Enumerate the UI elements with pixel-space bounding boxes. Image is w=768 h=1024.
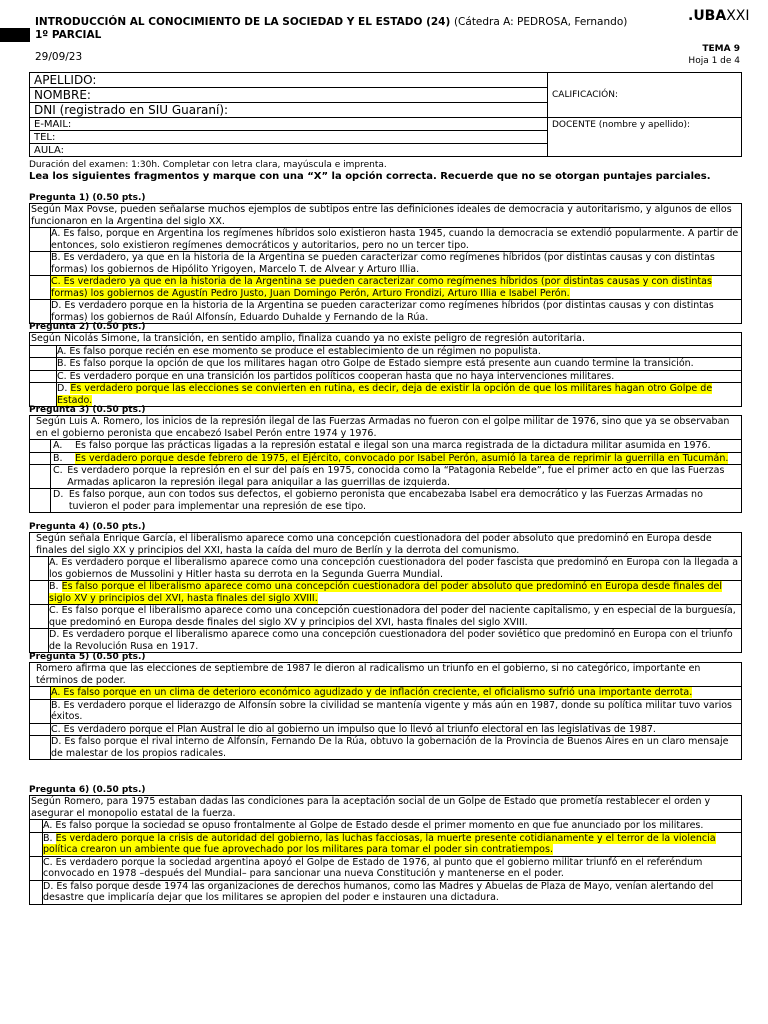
option-letter: B. [53,452,63,464]
question-title: Pregunta 5) (0.50 pts.) [29,652,146,662]
option-c[interactable] [29,724,742,737]
option-letter: C. [53,465,63,476]
option-text: C. Es verdadero porque el Plan Austral le dio al gobierno un impulso que lo llevó al triunfo electoral en las legislativas de 1987. [51,723,656,735]
option-text: B. Es verdadero porque el liderazgo de Alfonsín sobre la civilidad se mantenía vigente y más aún en 1987, donde su política militar tuvo varios éxitos. [51,699,732,722]
option-letter: B. [43,832,53,844]
page-count: Hoja 1 de 4 [688,56,740,66]
logo-main-text: .UBA [688,8,727,24]
option-text-highlighted: Es verdadero porque desde febrero de 1975, el Ejército, convocado por Isabel Perón, asumió la tarea de reprimir la guerrilla en Tucumán. [75,452,729,464]
option-text: Es verdadero porque la represión en el sur del país en 1975, conocida como la “Patagonia Rebelde”, fue el primer acto en que las Fuerzas Armadas aplicaron la represión ilegal para aniquilar a las guerrillas de izquierda. [67,465,725,488]
question-title: Pregunta 2) (0.50 pts.) [29,322,146,332]
question-title: Pregunta 4) (0.50 pts.) [29,522,146,532]
option-d-selected[interactable] [29,383,742,407]
option-c[interactable] [29,857,742,881]
option-text: A. Es falso, porque en Argentina los regímenes híbridos solo existieron hasta 1945, cuando la democracia se extendió popularmente. A partir de entonces, solo existieron regímenes democráticos y autoritarios, pero no un tercer tipo. [51,228,739,251]
black-marker-bar [0,28,30,42]
option-text: D. Es verdadero porque en la historia de la Argentina se pueden caracterizar como regímenes híbridos (por distintas causas y con distintas formas) los gobiernos de Raúl Alfonsín, Eduardo Duhalde y Fernando de la Rúa. [51,300,714,323]
option-text: D. Es falso porque desde 1974 las organizaciones de derechos humanos, como las Madres y Abuelas de Plaza de Mayo, venían alertando del desastre que implicaría dejar que los militares se apropien del poder e instauren una dictadura. [43,880,714,903]
option-text: C. Es verdadero porque la sociedad argentina apoyó el Golpe de Estado de 1976, al punto que el gobierno militar triunfó en el referéndum convocado en 1978 –después del Mundial– para sancionar una nueva Constitución y mantenerse en el poder. [43,856,703,879]
option-letter: D. [53,489,64,500]
option-text: D. Es falso porque el rival interno de Alfonsín, Fernando De la Rúa, obtuvo la gobernación de la Provincia de Buenos Aires en un claro mensaje de malestar de los propios radicales. [51,736,729,759]
option-a[interactable] [29,440,742,453]
field-dni[interactable]: DNI (registrado en SIU Guaraní): [30,103,548,118]
question-title: Pregunta 3) (0.50 pts.) [29,405,146,415]
exam-date: 29/09/23 [35,51,83,63]
question-stem: Según Max Povse, pueden señalarse muchos ejemplos de subtipos entre las definiciones ideales de democracia y autoritarismo, y algunos de ellos funcionaron en la Argentina del siglo XX. [29,203,742,228]
option-text: B. Es verdadero, ya que en la historia de la Argentina se pueden caracterizar como regímenes híbridos (por distintas causas y con distintas formas) los gobiernos de Hipólito Yrigoyen, Marcelo T. de Alvear y Arturo Illia. [51,252,715,275]
option-c-selected[interactable] [29,276,742,300]
lead-instruction: Lea los siguientes fragmentos y marque con una “X” la opción correcta. Recuerde que no se otorgan puntajes parciales. [29,171,711,182]
question-3 [29,405,742,513]
field-aula[interactable]: AULA: [30,144,548,157]
question-title: Pregunta 6) (0.50 pts.) [29,785,146,795]
field-tel[interactable]: TEL: [30,131,548,144]
field-calificacion[interactable]: CALIFICACIÓN: [548,73,742,118]
option-text-highlighted: Es verdadero porque la crisis de autoridad del gobierno, las luchas facciosas, la muerte presente cotidianamente y el terror de la violencia política crearon un ambiente que fue aprovechado por los militares para tomar el poder sin contratiempos. [43,832,716,855]
option-d[interactable] [29,489,742,513]
field-nombre[interactable]: NOMBRE: [30,88,548,103]
option-c[interactable] [29,605,742,629]
question-stem: Según señala Enrique García, el liberalismo aparece como una concepción cuestionadora del poder absoluto que predominó en Europa desde finales del siglo XX y principios del XXI, hasta la caída del muro de Berlín y la derrota del comunismo. [29,532,742,557]
option-a[interactable] [29,557,742,581]
course-title [35,16,627,28]
exam-instructions: Duración del examen: 1:30h. Completar con letra clara, mayúscula e imprenta. [29,160,387,170]
option-d[interactable] [29,881,742,905]
option-a[interactable] [29,820,742,833]
question-stem: Según Romero, para 1975 estaban dadas las condiciones para la aceptación social de un Golpe de Estado que prometía restablecer el orden y asegurar el monopolio estatal de la fuerza. [29,795,742,820]
option-d[interactable] [29,629,742,653]
option-text: Es falso porque, aun con todos sus defectos, el gobierno peronista que encabezaba Isabel era democrático y las Fuerzas Armadas no tuvieron el poder para implementar una represión de ese tipo. [68,489,703,512]
student-id-table [29,72,742,157]
course-name: INTRODUCCIÓN AL CONOCIMIENTO DE LA SOCIEDAD Y EL ESTADO (24) [35,16,451,28]
exam-name: 1º PARCIAL [35,29,102,41]
logo-suffix-text: XXI [726,8,750,24]
tema-label: TEMA 9 [702,44,740,54]
option-b-selected[interactable] [29,581,742,605]
option-b-selected[interactable] [29,453,742,466]
question-6 [29,785,742,905]
question-stem: Según Nicolás Simone, la transición, en sentido amplio, finaliza cuando ya no existe peligro de regresión autoritaria. [29,332,742,346]
question-5 [29,652,742,760]
option-text: A. Es falso porque la sociedad se opuso frontalmente al Golpe de Estado desde el primer momento en que fue anunciado por los militares. [43,820,704,831]
option-a-selected[interactable] [29,687,742,700]
question-4 [29,522,742,653]
option-text: C. Es falso porque el liberalismo aparece como una concepción cuestionadora del poder del naciente capitalismo, y en especial de la burguesía, que predominó en Europa desde finales del siglo XV y principios del XVI, hasta finales del siglo XVIII. [49,605,736,628]
question-2 [29,322,742,407]
field-apellido[interactable]: APELLIDO: [30,73,548,88]
option-text: C. Es verdadero porque en una transición los partidos políticos cooperan hasta que no haya intervenciones militares. [57,370,615,382]
question-stem: Según Luis A. Romero, los inicios de la represión ilegal de las Fuerzas Armadas no fueron con el golpe militar de 1976, sino que ya se observaban en el gobierno peronista que encabezó Isabel Perón entre 1974 y 1976. [29,415,742,440]
field-docente[interactable]: DOCENTE (nombre y apellido): [548,118,742,157]
option-text: D. Es verdadero porque el liberalismo aparece como una concepción cuestionadora del poder soviético que predominó en Europa con el triunfo de la Revolución Rusa en 1917. [49,629,733,652]
option-text-highlighted: A. Es falso porque en un clima de deterioro económico agudizado y de inflación creciente, el oficialismo sufrió una importante derrota. [51,687,693,698]
option-text: Es falso porque las prácticas ligadas a la represión estatal e ilegal son una marca registrada de la dictadura militar asumida en 1976. [75,440,711,451]
option-text-highlighted: Es falso porque el liberalismo aparece como una concepción cuestionadora del poder absoluto que predominó en Europa desde finales del siglo XV y principios del XVI, hasta finales del siglo XVIII. [49,581,723,604]
option-letter: B. [49,581,59,592]
option-text: B. Es falso porque la opción de que los militares hagan otro Golpe de Estado siempre está presente aun cuando termine la transición. [57,358,694,369]
option-letter: D. [57,383,68,394]
option-a[interactable] [29,228,742,252]
option-b[interactable] [29,358,742,371]
option-text-highlighted: C. Es verdadero ya que en la historia de la Argentina se pueden caracterizar como regímenes híbridos (por distintas causas y con distintas formas) los gobiernos de Agustín Pedro Justo, Juan Domingo Perón, Arturo Frondizi, Arturo Illia e Isabel Perón. [51,276,712,299]
question-stem: Romero afirma que las elecciones de septiembre de 1987 le dieron al radicalismo un triunfo en el gobierno, si no categórico, importante en términos de poder. [29,662,742,687]
question-1 [29,193,742,324]
option-letter: A. [53,440,63,451]
option-c[interactable] [29,465,742,489]
option-b-selected[interactable] [29,833,742,857]
option-c[interactable] [29,371,742,384]
uba-xxi-logo [688,8,750,24]
option-a[interactable] [29,346,742,359]
question-title: Pregunta 1) (0.50 pts.) [29,193,146,203]
field-email[interactable]: E-MAIL: [30,118,548,131]
option-d[interactable] [29,300,742,324]
option-b[interactable] [29,700,742,724]
option-d[interactable] [29,736,742,760]
option-text: A. Es falso porque recién en ese momento se produce el establecimiento de un régimen no populista. [57,345,541,357]
catedra-label: (Cátedra A: PEDROSA, Fernando) [453,16,628,28]
option-text-highlighted: Es verdadero porque las elecciones se convierten en rutina, es decir, deja de existir la opción de que los militares hagan otro Golpe de Estado. [57,383,713,406]
option-text: A. Es verdadero porque el liberalismo aparece como una concepción cuestionadora del poder fascista que predominó en Europa con la llegada a los gobiernos de Mussolini y Hitler hasta su derrota en la Segunda Guerra Mundial. [49,557,739,580]
option-b[interactable] [29,252,742,276]
